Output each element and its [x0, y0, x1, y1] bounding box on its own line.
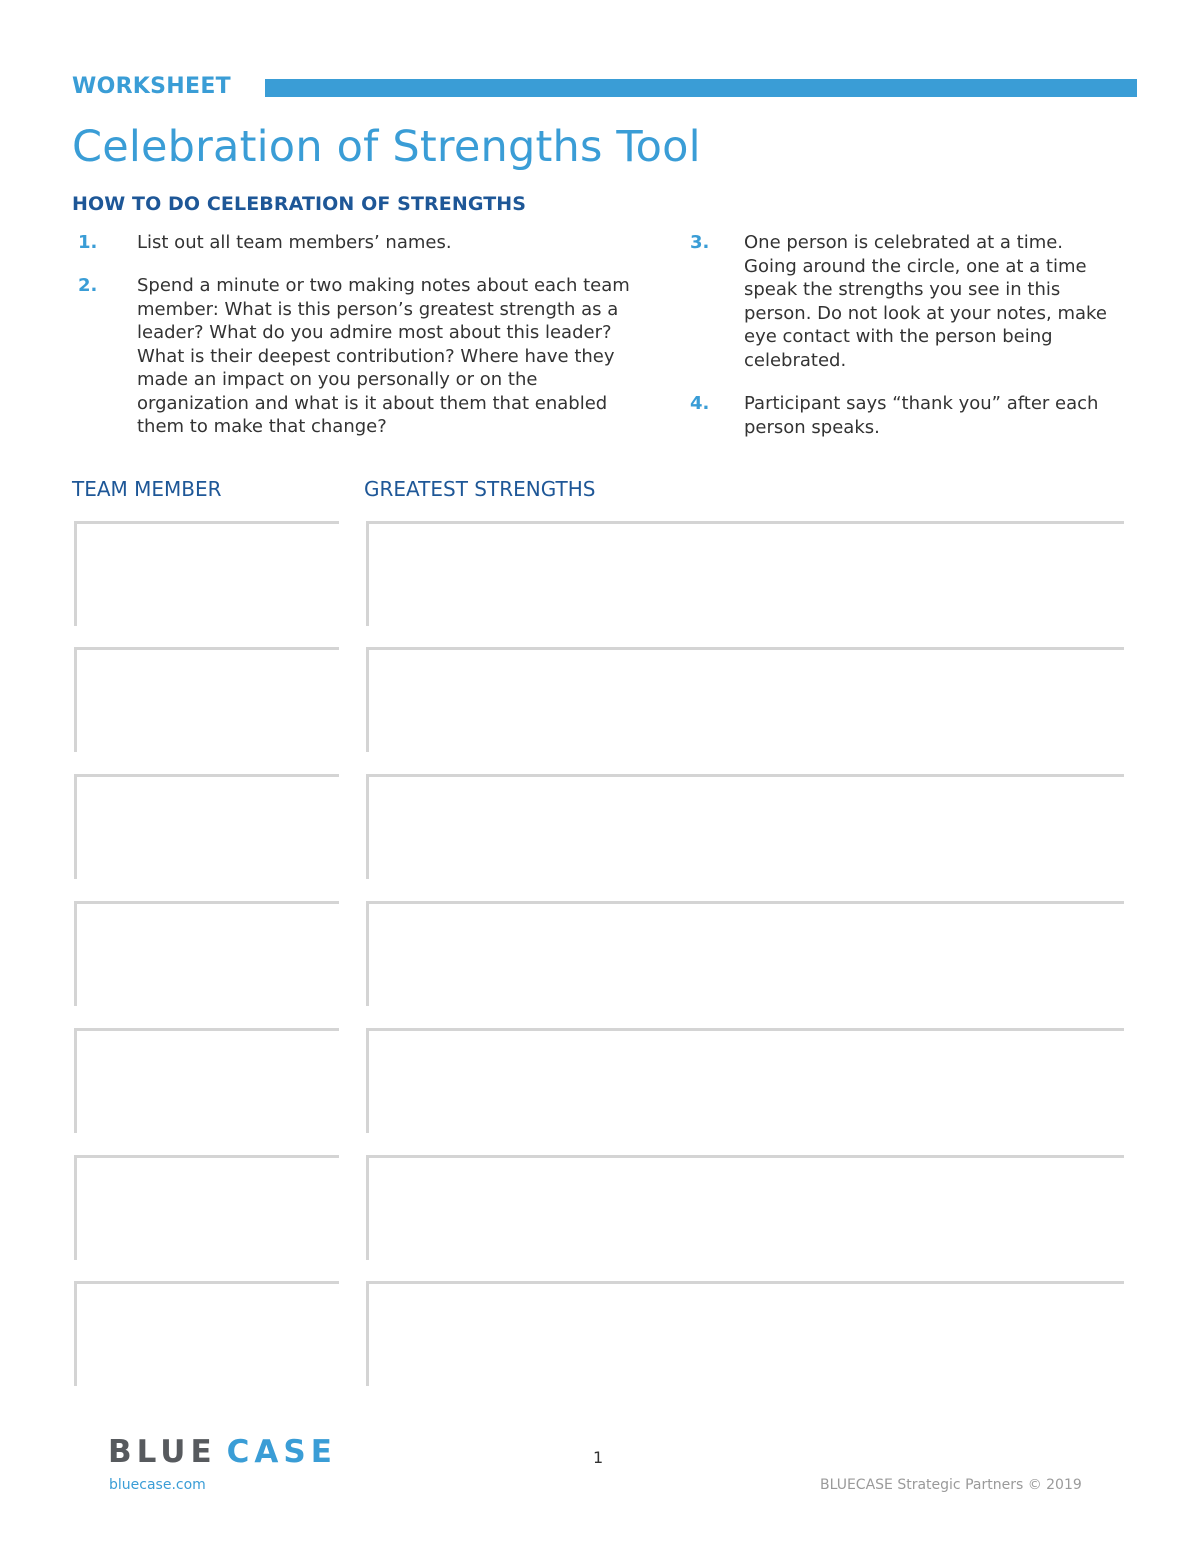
greatest-strengths-field[interactable]	[366, 1028, 1124, 1133]
team-member-field[interactable]	[74, 774, 339, 879]
team-member-field[interactable]	[74, 521, 339, 626]
step-number: 4.	[690, 393, 710, 414]
greatest-strengths-field[interactable]	[366, 901, 1124, 1006]
worksheet-label: WORKSHEET	[72, 74, 231, 99]
step-text: List out all team members’ names.	[137, 232, 452, 253]
step-text: Participant says “thank you” after each person speaks.	[744, 393, 1099, 438]
step-text: One person is celebrated at a time. Going around the circle, one at a time speak the strengths you see in this person. Do not look at your notes, make eye contact with the person being celebrated.	[744, 232, 1107, 371]
team-member-field[interactable]	[74, 647, 339, 752]
step-number: 1.	[78, 232, 98, 253]
step-number: 2.	[78, 275, 98, 296]
step-text: Spend a minute or two making notes about each team member: What is this person’s greatest strength as a leader? What do you admire most about this leader? What is their deepest contribution? Where have they made an impact on you personally or on the organization and what is it about them that enabled them to make that change?	[137, 275, 630, 437]
bluecase-logo: BLUE CASE	[108, 1434, 337, 1470]
header-accent-bar	[265, 79, 1137, 97]
team-member-field[interactable]	[74, 1155, 339, 1260]
step-number: 3.	[690, 232, 710, 253]
greatest-strengths-field[interactable]	[366, 774, 1124, 879]
team-member-field[interactable]	[74, 1281, 339, 1386]
greatest-strengths-field[interactable]	[366, 1281, 1124, 1386]
greatest-strengths-field[interactable]	[366, 647, 1124, 752]
instructions-heading: HOW TO DO CELEBRATION OF STRENGTHS	[72, 193, 527, 215]
team-member-column-label: TEAM MEMBER	[72, 477, 222, 501]
team-member-field[interactable]	[74, 1028, 339, 1133]
greatest-strengths-field[interactable]	[366, 1155, 1124, 1260]
team-member-field[interactable]	[74, 901, 339, 1006]
page-title: Celebration of Strengths Tool	[72, 122, 701, 172]
greatest-strengths-field[interactable]	[366, 521, 1124, 626]
copyright-notice: BLUECASE Strategic Partners © 2019	[820, 1477, 1082, 1493]
greatest-strengths-column-label: GREATEST STRENGTHS	[364, 477, 596, 501]
website-link[interactable]: bluecase.com	[109, 1477, 206, 1493]
page-number: 1	[593, 1448, 604, 1467]
